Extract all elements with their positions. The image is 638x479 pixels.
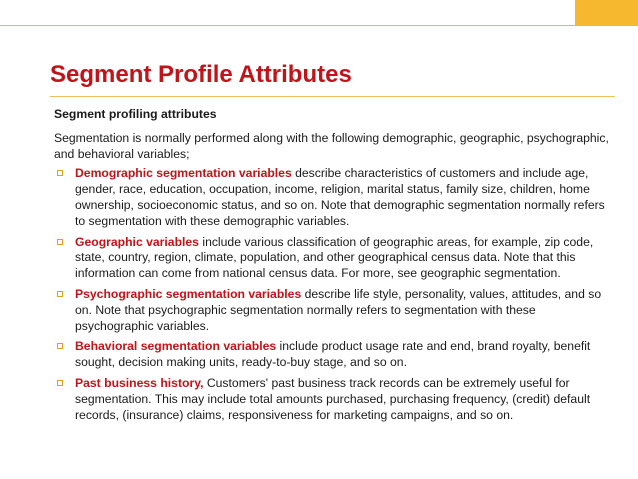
list-item-demographic	[54, 166, 614, 229]
hollow-square-bullet-icon	[57, 170, 63, 176]
intro-paragraph: Segmentation is normally performed along with the following demographic, geographic, psychographic, and behavioral variables;	[54, 130, 609, 161]
list-item-behavioral	[54, 339, 614, 371]
bullet-term: Behavioral segmentation variables	[75, 339, 277, 354]
header-rule	[0, 25, 575, 26]
hollow-square-bullet-icon	[57, 343, 63, 349]
hollow-square-bullet-icon	[57, 291, 63, 297]
slide-subtitle: Segment profiling attributes	[54, 107, 217, 121]
bullet-term: Geographic variables	[75, 234, 199, 249]
corner-accent-block	[575, 0, 638, 26]
bullet-text: Customers' past business track records can be extremely useful for segmentation. This may include total amounts purchased, purchasing frequency, (credit) default records, (insurance) claims, responsiveness for marketing campaigns, and so on.	[75, 375, 591, 422]
bullet-term: Past business history,	[75, 375, 204, 390]
bullet-text: describe life style, personality, values, attitudes, and so on. Note that psychographic segmentation normally refers to segmentation with these psychographic variables.	[75, 286, 602, 333]
list-item-past-history	[54, 376, 614, 423]
hollow-square-bullet-icon	[57, 380, 63, 386]
slide-body	[54, 107, 614, 428]
bullet-term: Psychographic segmentation variables	[75, 286, 302, 301]
slide-title: Segment Profile Attributes	[50, 61, 352, 88]
attribute-list	[54, 166, 614, 423]
list-item-geographic	[54, 235, 614, 282]
bullet-text: include product usage rate and end, brand royalty, benefit sought, decision making units, ready-to-buy stage, and so on.	[75, 339, 591, 370]
title-divider	[50, 96, 615, 97]
hollow-square-bullet-icon	[57, 239, 63, 245]
bullet-term: Demographic segmentation variables	[75, 166, 292, 181]
bullet-text: describe characteristics of customers and include age, gender, race, education, occupation, income, religion, marital status, family size, children, home ownership, socioeconomic status, and so on. Note that demographic segmentation normally refers to segmentation with these demographic variables.	[75, 166, 605, 228]
list-item-psychographic	[54, 287, 614, 334]
bullet-text: include various classification of geographic areas, for example, zip code, state, country, region, climate, population, and other geographical census data. Note that this information can come from national census data. For more, see geographic segmentation.	[75, 234, 594, 281]
header-decoration	[0, 0, 638, 26]
